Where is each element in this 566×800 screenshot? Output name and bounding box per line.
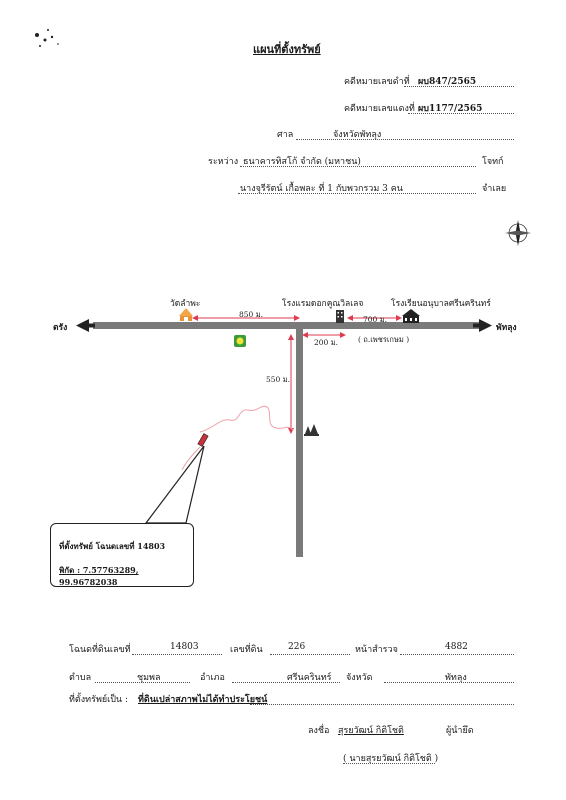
road-name-label: ( ถ.เพชรเกษม ) [358,335,410,344]
callout-deed-line: ที่ตั้งทรัพย์ โฉนดเลขที่ 14803 [59,541,166,551]
land-no-value: 226 [288,642,306,652]
survey-value: 4882 [445,642,468,652]
east-label: พัทลุง [496,323,517,333]
sign-label: ลงชื่อ [308,726,330,736]
page-title: แผนที่ตั้งทรัพย์ [253,43,321,56]
province-label: จังหวัด [346,673,373,683]
case-red-value: ผบ1177/2565 [418,104,483,114]
school-icon [402,309,420,323]
property-type-value: ที่ดินเปล่าสภาพไม่ได้ทำประโยชน์ [138,695,268,705]
case-black-value: ผบ847/2565 [418,77,477,87]
subdistrict-label: ตำบล [69,673,92,683]
sign-role: ผู้นำยึด [446,726,474,736]
plaintiff-value: ธนาคารทิสโก้ จำกัด (มหาชน) [243,157,361,167]
land-no-label: เลขที่ดิน [230,645,263,655]
hotel-label: โรงแรมดอกคูณวิลเลจ [282,299,364,309]
property-type-label: ที่ตั้งทรัพย์เป็น : [69,695,128,705]
province-line [384,682,514,683]
temple-label: วัดลำพะ [170,299,201,309]
defendant-role: จำเลย [482,184,507,194]
property-callout [50,523,194,587]
trees-icon [304,424,319,436]
survey-line [400,654,514,655]
district-value: ศรีนครินทร์ [287,673,332,683]
distance-700-label: 700 ม. [363,315,388,324]
branch-road [296,329,303,557]
distance-200-label: 200 ม. [314,338,339,347]
compass-icon [505,220,531,246]
court-label: ศาล [277,130,294,140]
subdistrict-value: ชุมพล [137,673,161,683]
property-type-line [250,704,514,705]
deed-value: 14803 [170,642,199,652]
district-label: อำเภอ [200,673,225,683]
west-label: ตรัง [53,323,68,333]
printed-name-line [343,763,435,764]
property-marker-icon [198,434,208,447]
case-red-label: คดีหมายเลขแดงที่ [344,104,415,114]
subdistrict-line [95,682,190,683]
survey-label: หน้าสำรวจ [355,645,398,655]
court-value: จังหวัดพัทลุง [333,130,382,140]
province-value: พัทลุง [445,673,467,683]
gas-station-icon [234,335,246,347]
distance-850-label: 850 ม. [239,310,264,319]
deed-label: โฉนดที่ดินเลขที่ [69,645,131,655]
stream-line [200,406,293,432]
case-black-label: คดีหมายเลขดำที่ [344,77,410,87]
scan-specks [35,29,59,47]
between-label: ระหว่าง [208,157,239,167]
distance-550-label: 550 ม. [266,375,291,384]
plaintiff-role: โจทก์ [482,157,504,167]
land-no-line [270,654,350,655]
printed-name: ( นายสุรยวัฒน์ กิติโชติ ) [343,754,439,764]
defendant-value: นางจุรีรัตน์ เกื้อพละ ที่ 1 กับพวกรวม 3 คน [240,184,403,194]
hotel-icon [336,310,344,323]
district-line [232,682,340,683]
sign-value: สุรยวัฒน์ กิติโชติ [338,726,404,736]
deed-line [132,654,222,655]
main-road [93,322,481,329]
callout-coord-line: พิกัด : 7.57763289, 99.96782038 [59,565,139,587]
school-label: โรงเรียนอนุบาลศรีนครินทร์ [391,299,491,309]
callout-pointer [146,446,204,523]
